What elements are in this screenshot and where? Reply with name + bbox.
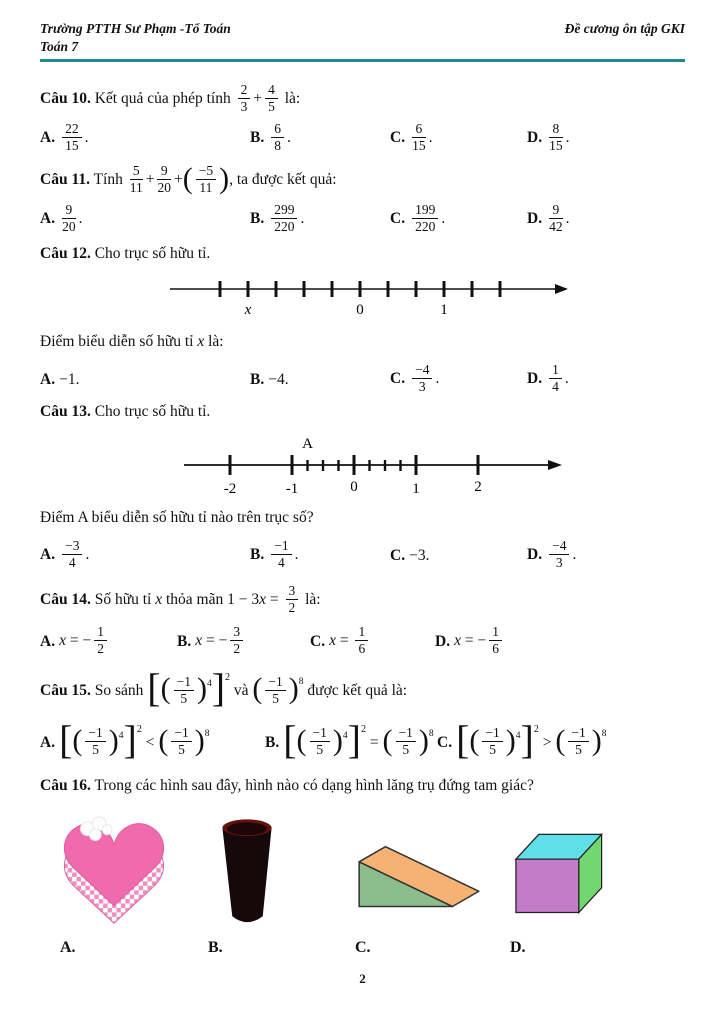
option-11-a: A. $\frac{9}{20}$ . xyxy=(40,201,83,235)
tick-label-0: 0 xyxy=(356,301,364,318)
fraction: $\frac{1}{6}$ xyxy=(489,625,502,656)
question-13-question: Điểm A biểu diễn số hữu tỉ nào trên trục số? xyxy=(40,508,314,526)
question-15-options xyxy=(40,713,685,769)
tick-label: 2 xyxy=(474,478,482,495)
fraction: $\frac{-4}{3}$ xyxy=(412,363,432,394)
option-14-d: D. x = − $\frac{1}{6}$ xyxy=(435,626,685,657)
fraction: $\frac{199}{220}$ xyxy=(412,203,438,234)
question-14-label: Câu 14. xyxy=(40,590,91,608)
option-14-c: C. x = $\frac{1}{6}$ xyxy=(310,626,435,657)
question-14-stem: Câu 14. Số hữu tỉ x thỏa mãn 1 − 3x = $\frac{3}{2}$ là: xyxy=(40,582,321,615)
question-12-label: Câu 12. xyxy=(40,244,91,262)
heart-box-lid xyxy=(64,824,163,906)
fraction: $\frac{-1}{5}$ xyxy=(265,675,285,706)
header-doc-title: Đề cương ôn tập GKI xyxy=(564,21,685,36)
question-13-options xyxy=(40,539,685,573)
option-13-c: C. −3. xyxy=(390,546,430,564)
option-15-c: C. [( $\frac{-1}{5}$ )$^4$]$^2$ > ( $\frac{-1}{5}$ )$^8$ xyxy=(437,716,607,762)
option-16-c-label: C. xyxy=(355,939,371,957)
option-12-d: D. $\frac{1}{4}$ . xyxy=(527,361,569,395)
option-10-c: C. $\frac{6}{15}$ . xyxy=(390,120,433,153)
power-expression: ( $\frac{-1}{5}$ )$^8$ xyxy=(252,672,304,706)
option-13-d: D. $\frac{-4}{3}$ . xyxy=(527,537,577,571)
fraction: $\frac{-1}{4}$ xyxy=(271,539,291,570)
fraction: $\frac{2}{3}$ xyxy=(238,83,251,114)
question-14-options xyxy=(40,622,685,662)
cuboid-front-face xyxy=(516,859,579,912)
fraction: $\frac{8}{15}$ xyxy=(549,120,563,153)
fraction: $\frac{1}{4}$ xyxy=(549,363,562,394)
option-16-b-label: B. xyxy=(208,939,223,957)
option-10-b: B. $\frac{6}{8}$ . xyxy=(250,120,291,153)
header-school-name: Trường PTTH Sư Phạm -Tổ Toán xyxy=(40,21,231,36)
fraction: $\frac{-3}{4}$ xyxy=(62,539,82,570)
variable-x: x xyxy=(155,590,163,608)
question-12-question: Điểm biểu diễn số hữu tỉ x là: xyxy=(40,332,224,350)
fraction: $\frac{9}{20}$ xyxy=(62,201,76,235)
arrowhead xyxy=(555,284,568,294)
relation: > xyxy=(542,733,552,751)
option-15-b: B. [( $\frac{-1}{5}$ )$^4$]$^2$ = ( $\frac{-1}{5}$ )$^8$ xyxy=(265,716,434,762)
variable-x: x xyxy=(259,590,266,608)
arrowhead xyxy=(548,460,562,470)
question-16-option-labels xyxy=(40,939,685,957)
question-10-stem: Câu 10. Kết quả của phép tính $\frac{2}{3}$ + $\frac{4}{5}$ là: xyxy=(40,81,301,115)
question-16-stem: Câu 16. Trong các hình sau đây, hình nào có dạng hình lăng trụ đứng tam giác? xyxy=(40,777,534,795)
fraction: $\frac{9}{42}$ xyxy=(549,201,563,235)
fraction: $\frac{22}{15}$ xyxy=(62,122,82,153)
cup-body xyxy=(222,828,271,922)
option-13-b: B. $\frac{-1}{4}$ . xyxy=(250,537,299,571)
option-16-d-label: D. xyxy=(510,939,526,957)
question-13-label: Câu 13. xyxy=(40,402,91,420)
number-line-q12 xyxy=(168,273,580,319)
number-line-q13 xyxy=(182,435,578,499)
question-11-label: Câu 11. xyxy=(40,171,90,189)
option-13-a: A. $\frac{-3}{4}$ . xyxy=(40,537,90,571)
heart-gift-box-image xyxy=(50,814,178,932)
page-number: 2 xyxy=(359,971,366,987)
question-15-stem: Câu 15. So sánh [( $\frac{-1}{5}$ )$^4$]$^2$ và ( $\frac{-1}{5}$ )$^8$ được kết quả là: xyxy=(40,665,408,711)
option-11-c: C. $\frac{199}{220}$ . xyxy=(390,201,446,235)
option-16-a-label: A. xyxy=(60,939,76,957)
option-14-b: B. x = − $\frac{3}{2}$ xyxy=(177,626,310,657)
question-12-options xyxy=(40,363,685,397)
question-13-stem: Câu 13. Cho trục số hữu tỉ. xyxy=(40,402,211,420)
tick-label: -1 xyxy=(285,480,299,497)
tick-label-1: 1 xyxy=(440,301,448,318)
cuboid-image xyxy=(503,823,625,923)
question-11-options xyxy=(40,203,685,237)
option-12-a: A. −1. xyxy=(40,370,80,388)
point-label-A: A xyxy=(302,435,313,452)
question-11-stem: Câu 11. Tính $\frac{5}{11}$ + $\frac{9}{20}$ +( $\frac{-5}{11}$ ), ta được kết quả: xyxy=(40,161,337,196)
relation: < xyxy=(145,733,155,751)
fraction: $\frac{3}{2}$ xyxy=(286,584,299,615)
fraction: $\frac{299}{220}$ xyxy=(271,203,297,234)
option-10-d: D. $\frac{8}{15}$ . xyxy=(527,120,570,153)
header-rule xyxy=(40,59,685,62)
cup-interior xyxy=(227,822,267,835)
option-11-b: B. $\frac{299}{220}$ . xyxy=(250,201,305,235)
header-school-block xyxy=(40,20,231,56)
header-subject: Toán 7 xyxy=(40,39,79,55)
question-10-options xyxy=(40,121,685,155)
question-10-label: Câu 10. xyxy=(40,90,91,108)
fraction: $\frac{-1}{5}$ xyxy=(174,675,194,706)
question-12-stem: Câu 12. Cho trục số hữu tỉ. xyxy=(40,244,211,262)
fraction: $\frac{6}{8}$ xyxy=(271,122,284,153)
tick-label: -2 xyxy=(223,480,237,497)
black-cup-image xyxy=(208,814,286,932)
fraction: $\frac{9}{20}$ xyxy=(157,163,171,196)
relation: = xyxy=(369,733,379,751)
triangular-wedge-image xyxy=(349,833,491,913)
question-15-label: Câu 15. xyxy=(40,681,91,699)
bracketed-power-expression: [( $\frac{-1}{5}$ )$^4$]$^2$ xyxy=(147,665,231,711)
tick-label: 0 xyxy=(350,478,358,495)
fraction: $\frac{-5}{11}$ xyxy=(196,164,216,195)
variable-x: x xyxy=(197,332,205,350)
fraction: $\frac{4}{5}$ xyxy=(265,83,278,114)
option-14-a: A. x = − $\frac{1}{2}$ xyxy=(40,626,177,657)
fraction: $\frac{1}{2}$ xyxy=(94,625,107,656)
question-16-label: Câu 16. xyxy=(40,777,91,795)
fraction: $\frac{1}{6}$ xyxy=(355,625,368,656)
fraction: $\frac{3}{2}$ xyxy=(230,625,243,656)
option-12-c: C. $\frac{-4}{3}$ . xyxy=(390,361,440,395)
tick-label: 1 xyxy=(412,480,420,497)
fraction: $\frac{6}{15}$ xyxy=(412,120,426,153)
option-12-b: B. −4. xyxy=(250,370,289,388)
tick-label-x: x xyxy=(244,301,252,318)
option-15-a: A. [( $\frac{-1}{5}$ )$^4$]$^2$ < ( $\frac{-1}{5}$ )$^8$ xyxy=(40,716,210,762)
fraction: $\frac{5}{11}$ xyxy=(129,163,143,196)
option-10-a: A. $\frac{22}{15}$ . xyxy=(40,120,89,153)
page-header xyxy=(40,20,685,56)
fraction: $\frac{-4}{3}$ xyxy=(549,539,569,570)
option-11-d: D. $\frac{9}{42}$ . xyxy=(527,201,570,235)
question-16-images xyxy=(40,813,685,933)
